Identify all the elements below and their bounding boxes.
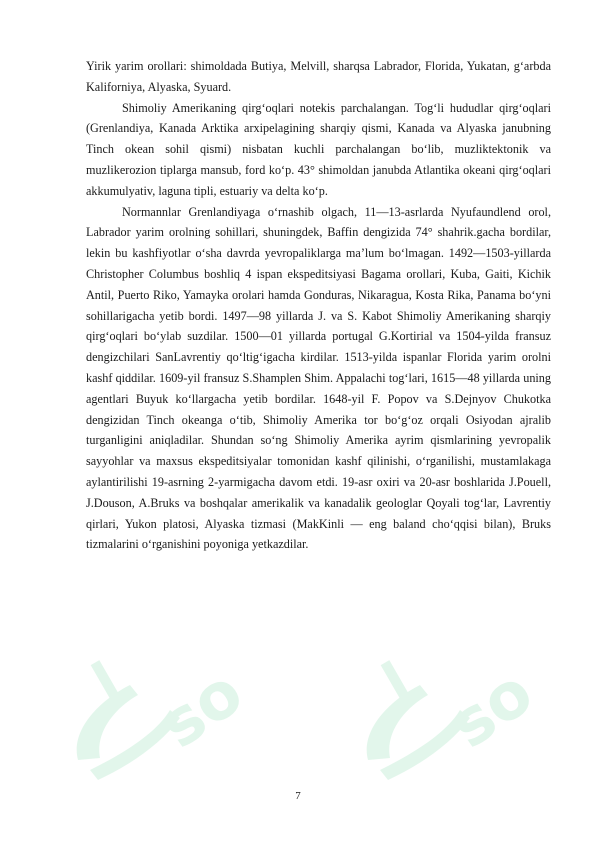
svg-text:so: so <box>146 655 257 764</box>
watermark-logo <box>350 640 596 790</box>
svg-text:so: so <box>436 655 547 764</box>
paragraph-exploration-history: Normannlar Grenlandiyaga o‘rnashib olgach, 11—13-asrlarda Nyufaundlend orol, Labrador yarim orolning sohillari, shuningdek, Baffin dengizida 74° shahrik.gacha bordilar, lekin bu kashfiyotlar o‘sha davrda yevropaliklarga ma’lum bo‘lmagan. 1492—1503-yillarda Christopher Columbus boshliq 4 ispan ekspeditsiyasi Bagama orollari, Kuba, Gaiti, Kichik Antil, Puerto Riko, Yamayka orolari hamda Gonduras, Nikaragua, Kosta Rika, Panama bo‘yni sohillarigacha yetib bordi. 1497—98 yillarda J. va S. Kabot Shimoliy Amerikaning sharqiy qirg‘oqlari bo‘ylab suzdilar. 1500—01 yillarda portugal G.Kortirial va 1504-yilda fransuz dengizchilari SanLavrentiy qo‘ltig‘igacha kirdilar. 1513-yilda ispanlar Florida yarim orolni kashf qiddilar. 1609-yil fransuz S.Shamplen Shim. Appalachi tog‘lari, 1615—48 yillarda uning agentlari Buyuk ko‘llargacha yetib bordilar. 1648-yil F. Popov va S.Dejnyov Chukotka dengizidan Tinch okeanga o‘tib, Shimoliy Amerika tor bo‘g‘oz orqali Osiyodan ajralib turganligini aniqladilar. Shundan so‘ng Shimoliy Amerika ayrim qismlarining yevropalik sayyohlar va maxsus ekspeditsiyalar tomonidan kashf qilinishi, o‘rganilishi, mustamlakaga aylantirilishi 19-asrning 2-yarmigacha davom etdi. 19-asr oxiri va 20-asr boshlarida J.Pouell, J.Douson, A.Bruks va boshqalar amerikalik va kanadalik geologlar Qoyali tog‘lar, Lavrentiy qirlari, Yukon platosi, Alyaska tizmasi (MakKinli — eng baland cho‘qqisi bilan), Bruks tizmalarini o‘rganishini poyoniga yetkazdilar. <box>86 204 551 552</box>
paragraph-coastlines: Shimoliy Amerikaning qirg‘oqlari notekis parchalangan. Tog‘li hududlar qirg‘oqlari (Grenlandiya, Kanada Arktika arxipelagining sharqiy qismi, Kanada va Alyaska janubning Tinch okean sohil qismi) nisbatan kuchli parchalangan bo‘lib, muzliktektonik va muzlikerozion tiplarga mansub, ford ko‘p. 43° shimoldan janubda Atlantika okeani qirg‘oqlari akkumulyativ, laguna tipli, estuariy va delta ko‘p. <box>86 100 551 198</box>
document-body <box>86 56 551 555</box>
watermark-logo <box>60 640 360 790</box>
paragraph-peninsulas: Yirik yarim orollari: shimoldada Butiya, Melvill, sharqsa Labrador, Florida, Yukatan, g‘arbda Kaliforniya, Alyaska, Syuard. <box>86 59 551 94</box>
page-number: 7 <box>295 790 301 802</box>
